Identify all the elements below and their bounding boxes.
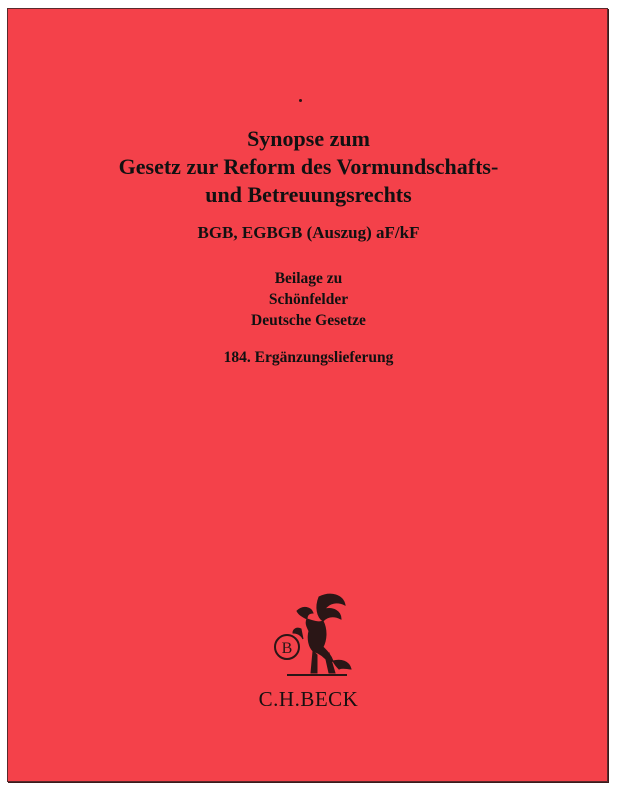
logo-letter: B xyxy=(281,640,293,657)
beilage-line-2: Schönfelder xyxy=(268,291,349,308)
title-line-2: Gesetz zur Reform des Vormundschafts- xyxy=(118,154,499,179)
griffin-logo-icon xyxy=(257,589,357,699)
beilage-line-1: Beilage zu xyxy=(274,270,343,287)
speck-mark xyxy=(299,99,302,102)
subtitle: BGB, EGBGB (Auszug) aF/kF xyxy=(197,223,420,242)
beilage-line-3: Deutsche Gesetze xyxy=(251,312,366,329)
publisher-name: C.H.BECK xyxy=(258,687,359,711)
title-block xyxy=(8,125,609,368)
edition-label: 184. Ergänzungslieferung xyxy=(223,349,394,366)
title-line-1: Synopse zum xyxy=(247,126,370,151)
book-cover xyxy=(7,8,608,782)
title-line-3: und Betreuungsrechts xyxy=(205,182,412,207)
beilage-block xyxy=(8,268,609,331)
